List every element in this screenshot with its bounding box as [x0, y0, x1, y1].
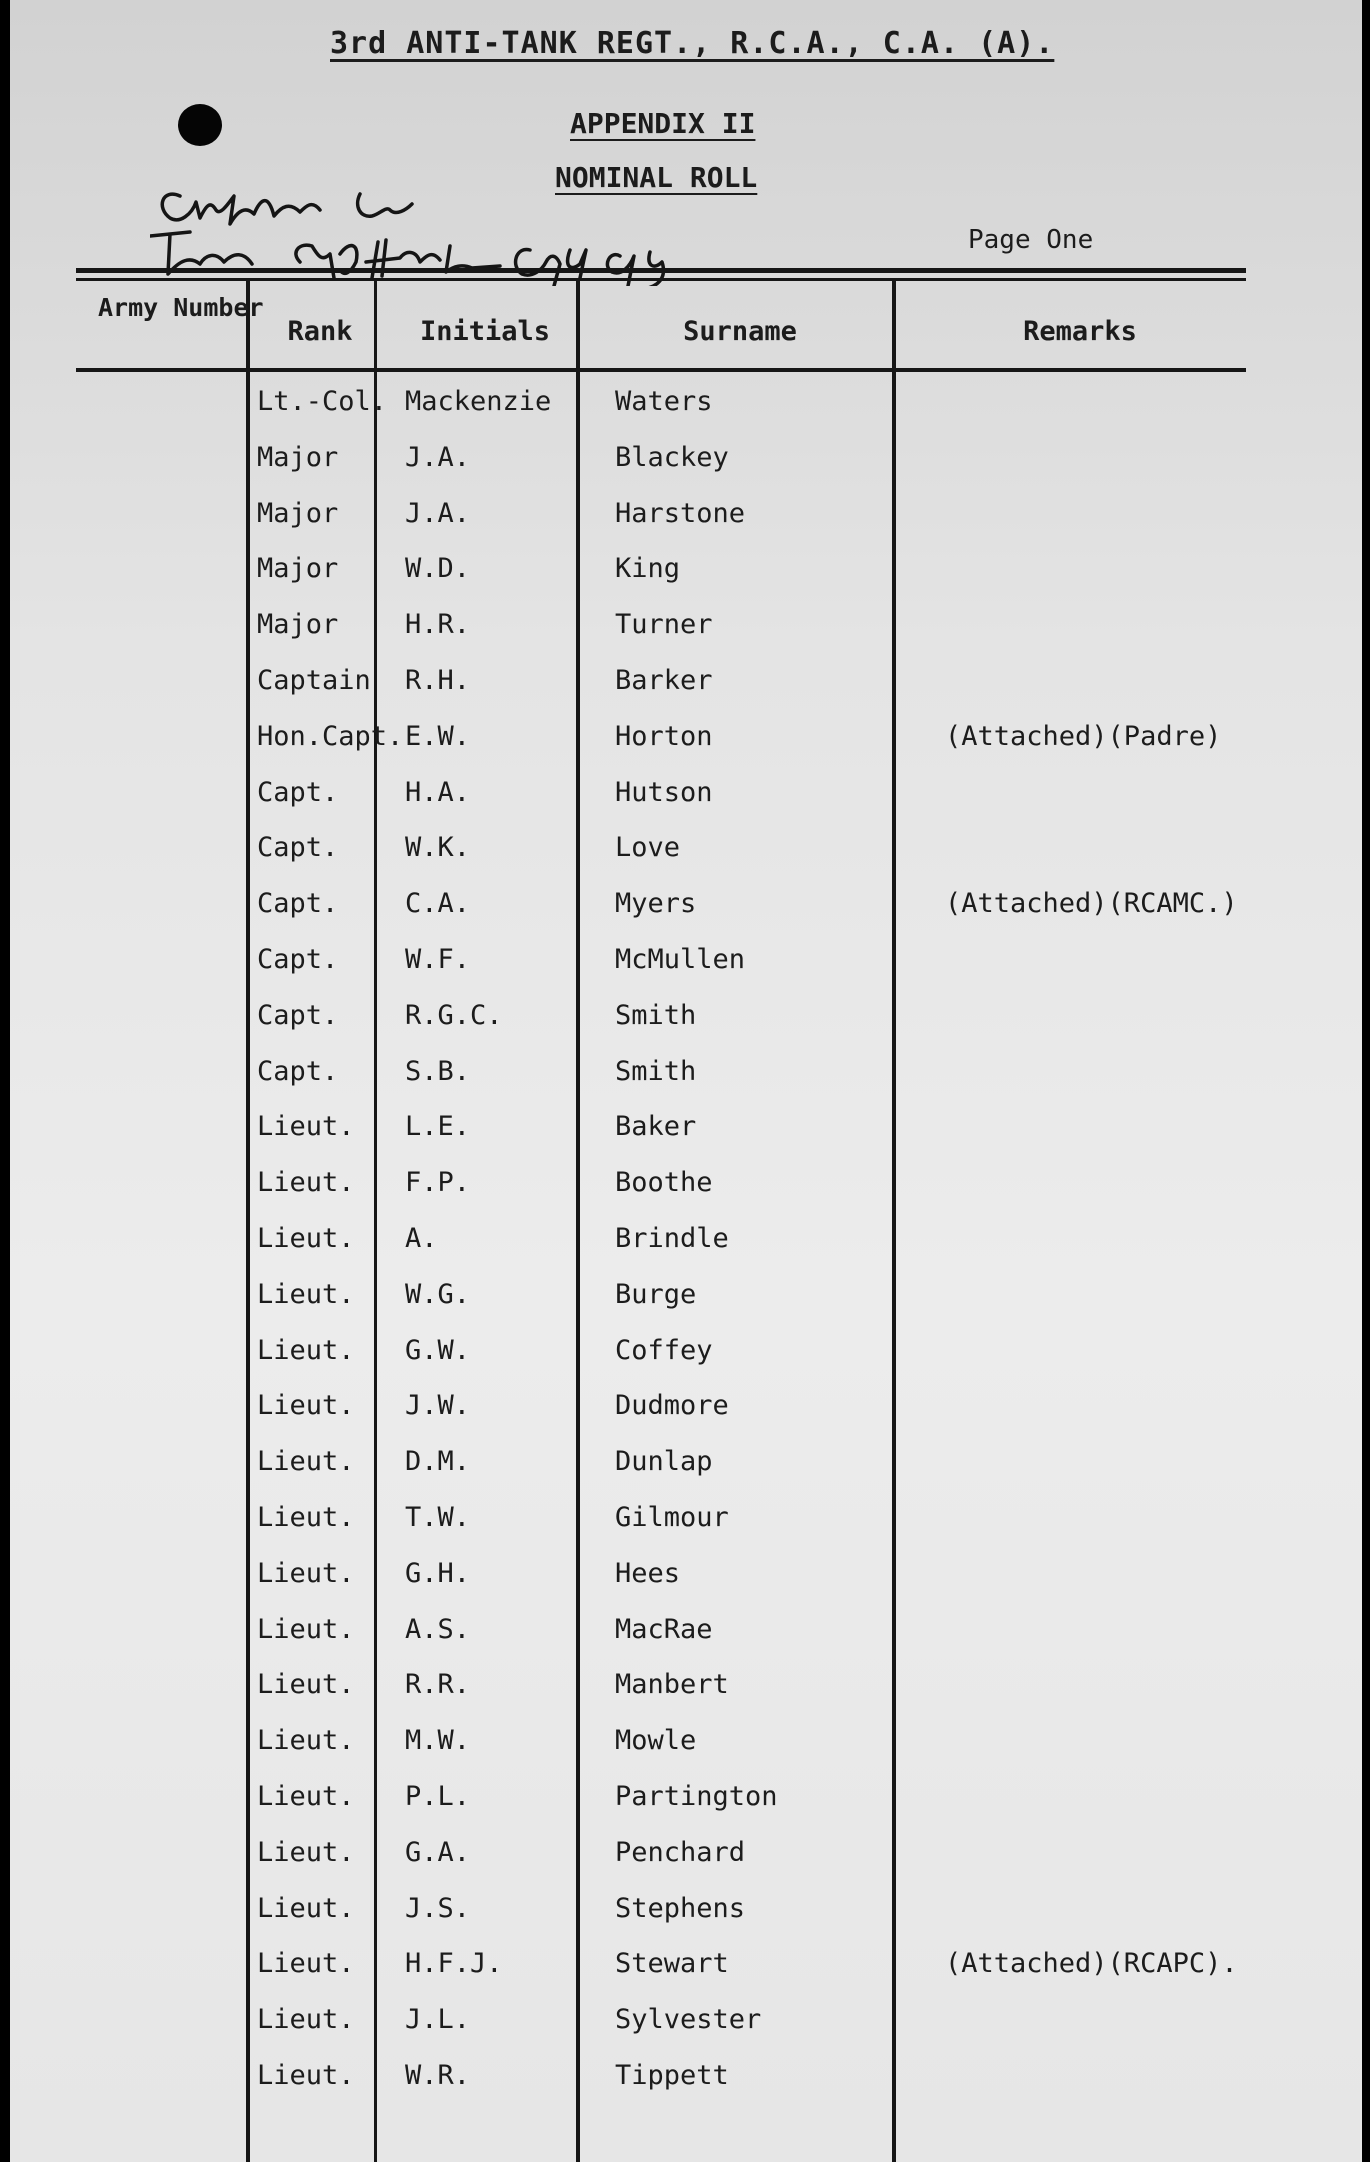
rank-cell: Lieut. [257, 1111, 355, 1143]
header-army-number: Army Number [98, 293, 264, 322]
surname-cell: Brindle [615, 1222, 729, 1254]
table-row [10, 1889, 1362, 1945]
initials-cell: D.M. [405, 1446, 471, 1478]
table-row [10, 1442, 1362, 1498]
surname-cell: Mowle [615, 1725, 697, 1757]
rank-cell: Capt. [257, 999, 339, 1031]
initials-cell: C.A. [405, 888, 471, 920]
rank-cell: Capt. [257, 776, 339, 808]
surname-cell: Gilmour [615, 1501, 729, 1533]
unit-title: 3rd ANTI-TANK REGT., R.C.A., C.A. (A). [330, 26, 1055, 61]
rank-cell: Capt. [257, 1055, 339, 1087]
initials-cell: J.S. [405, 1892, 471, 1924]
rank-cell: Lieut. [257, 1446, 355, 1478]
rank-cell: Lieut. [257, 2059, 355, 2091]
surname-cell: MacRae [615, 1613, 713, 1645]
table-row [10, 549, 1362, 605]
initials-cell: E.W. [405, 720, 471, 752]
table-row [10, 1331, 1362, 1387]
initials-cell: W.F. [405, 943, 471, 975]
initials-cell: G.A. [405, 1836, 471, 1868]
rank-cell: Lieut. [257, 1892, 355, 1924]
surname-cell: Manbert [615, 1669, 729, 1701]
initials-cell: A. [405, 1222, 438, 1254]
rank-cell: Lieut. [257, 1669, 355, 1701]
rank-cell: Lieut. [257, 1780, 355, 1812]
table-row [10, 717, 1362, 773]
surname-cell: Penchard [615, 1836, 746, 1868]
table-row [10, 1386, 1362, 1442]
table-row [10, 1777, 1362, 1833]
top-double-rule [76, 268, 1246, 273]
table-row [10, 1107, 1362, 1163]
initials-cell: J.L. [405, 2004, 471, 2036]
table-row [10, 884, 1362, 940]
table-row [10, 605, 1362, 661]
initials-cell: P.L. [405, 1780, 471, 1812]
rank-cell: Lieut. [257, 1501, 355, 1533]
header-rank: Rank [287, 316, 353, 347]
rank-cell: Hon.Capt. [257, 720, 404, 752]
initials-cell: H.F.J. [405, 1948, 503, 1980]
rank-cell: Capt. [257, 943, 339, 975]
table-row [10, 1610, 1362, 1666]
table-row [10, 940, 1362, 996]
header-remarks: Remarks [1023, 316, 1137, 347]
rank-cell: Capt. [257, 832, 339, 864]
surname-cell: Dudmore [615, 1390, 729, 1422]
table-row [10, 828, 1362, 884]
table-row [10, 382, 1362, 438]
rank-cell: Lieut. [257, 1222, 355, 1254]
surname-cell: Love [615, 832, 681, 864]
table-row [10, 1721, 1362, 1777]
table-row [10, 1275, 1362, 1331]
initials-cell: T.W. [405, 1501, 471, 1533]
table-row [10, 1052, 1362, 1108]
rank-cell: Lieut. [257, 1390, 355, 1422]
surname-cell: McMullen [615, 943, 746, 975]
initials-cell: W.K. [405, 832, 471, 864]
surname-cell: Baker [615, 1111, 697, 1143]
initials-cell: H.A. [405, 776, 471, 808]
table-row [10, 773, 1362, 829]
rank-cell: Capt. [257, 888, 339, 920]
remarks-cell: (Attached)(RCAPC). [945, 1948, 1238, 1980]
initials-cell: F.P. [405, 1167, 471, 1199]
initials-cell: R.G.C. [405, 999, 503, 1031]
initials-cell: H.R. [405, 609, 471, 641]
surname-cell: Smith [615, 1055, 697, 1087]
initials-cell: W.D. [405, 553, 471, 585]
initials-cell: G.W. [405, 1334, 471, 1366]
table-row [10, 1833, 1362, 1889]
initials-cell: W.R. [405, 2059, 471, 2091]
table-row [10, 1219, 1362, 1275]
initials-cell: J.W. [405, 1390, 471, 1422]
rank-cell: Lieut. [257, 1334, 355, 1366]
surname-cell: Harstone [615, 497, 746, 529]
header-initials: Initials [419, 316, 551, 347]
rank-cell: Lieut. [257, 1725, 355, 1757]
initials-cell: L.E. [405, 1111, 471, 1143]
rank-cell: Lieut. [257, 1613, 355, 1645]
table-row [10, 2056, 1362, 2112]
surname-cell: Coffey [615, 1334, 713, 1366]
surname-cell: Burge [615, 1278, 697, 1310]
page-number-label: Page One [968, 225, 1094, 255]
surname-cell: Smith [615, 999, 697, 1031]
rank-cell: Lt.-Col. [257, 386, 388, 417]
rank-cell: Captain [257, 664, 371, 696]
initials-cell: R.H. [405, 664, 471, 696]
surname-cell: Turner [615, 609, 713, 641]
remarks-cell: (Attached)(RCAMC.) [945, 888, 1238, 920]
surname-cell: Stewart [615, 1948, 729, 1980]
surname-cell: Tippett [615, 2059, 729, 2091]
rank-cell: Lieut. [257, 1948, 355, 1980]
surname-cell: Waters [615, 386, 713, 417]
table-row [10, 2000, 1362, 2056]
initials-cell: S.B. [405, 1055, 471, 1087]
roll-heading: NOMINAL ROLL [555, 161, 758, 194]
initials-cell: J.A. [405, 497, 471, 529]
rank-cell: Lieut. [257, 1557, 355, 1589]
punch-hole [178, 104, 222, 146]
header-surname: Surname [683, 316, 797, 347]
surname-cell: Hees [615, 1557, 681, 1589]
rank-cell: Major [257, 441, 339, 473]
table-row [10, 494, 1362, 550]
initials-cell: R.R. [405, 1669, 471, 1701]
surname-cell: Dunlap [615, 1446, 713, 1478]
surname-cell: Hutson [615, 776, 713, 808]
surname-cell: Sylvester [615, 2004, 762, 2036]
rank-cell: Major [257, 609, 339, 641]
surname-cell: Stephens [615, 1892, 746, 1924]
table-row [10, 661, 1362, 717]
initials-cell: M.W. [405, 1725, 471, 1757]
rank-cell: Major [257, 497, 339, 529]
initials-cell: J.A. [405, 441, 471, 473]
table-row [10, 438, 1362, 494]
table-row [10, 1498, 1362, 1554]
rank-cell: Lieut. [257, 1278, 355, 1310]
table-row [10, 1554, 1362, 1610]
initials-cell: G.H. [405, 1557, 471, 1589]
initials-cell: A.S. [405, 1613, 471, 1645]
surname-cell: Blackey [615, 441, 729, 473]
surname-cell: Partington [615, 1780, 778, 1812]
header-bottom-rule [76, 368, 1246, 372]
surname-cell: Boothe [615, 1167, 713, 1199]
surname-cell: Barker [615, 664, 713, 696]
nominal-roll-table [10, 382, 1362, 2112]
rank-cell: Lieut. [257, 2004, 355, 2036]
appendix-heading: APPENDIX II [570, 107, 756, 140]
table-row [10, 1665, 1362, 1721]
top-double-rule-second [76, 278, 1246, 281]
remarks-cell: (Attached)(Padre) [945, 720, 1222, 752]
rank-cell: Major [257, 553, 339, 585]
document-page [10, 0, 1362, 2162]
rank-cell: Lieut. [257, 1167, 355, 1199]
initials-cell: W.G. [405, 1278, 471, 1310]
surname-cell: Myers [615, 888, 697, 920]
rank-cell: Lieut. [257, 1836, 355, 1868]
table-row [10, 1944, 1362, 2000]
surname-cell: Horton [615, 720, 713, 752]
surname-cell: King [615, 553, 681, 585]
table-row [10, 996, 1362, 1052]
table-row [10, 1163, 1362, 1219]
initials-cell: Mackenzie [405, 386, 552, 417]
